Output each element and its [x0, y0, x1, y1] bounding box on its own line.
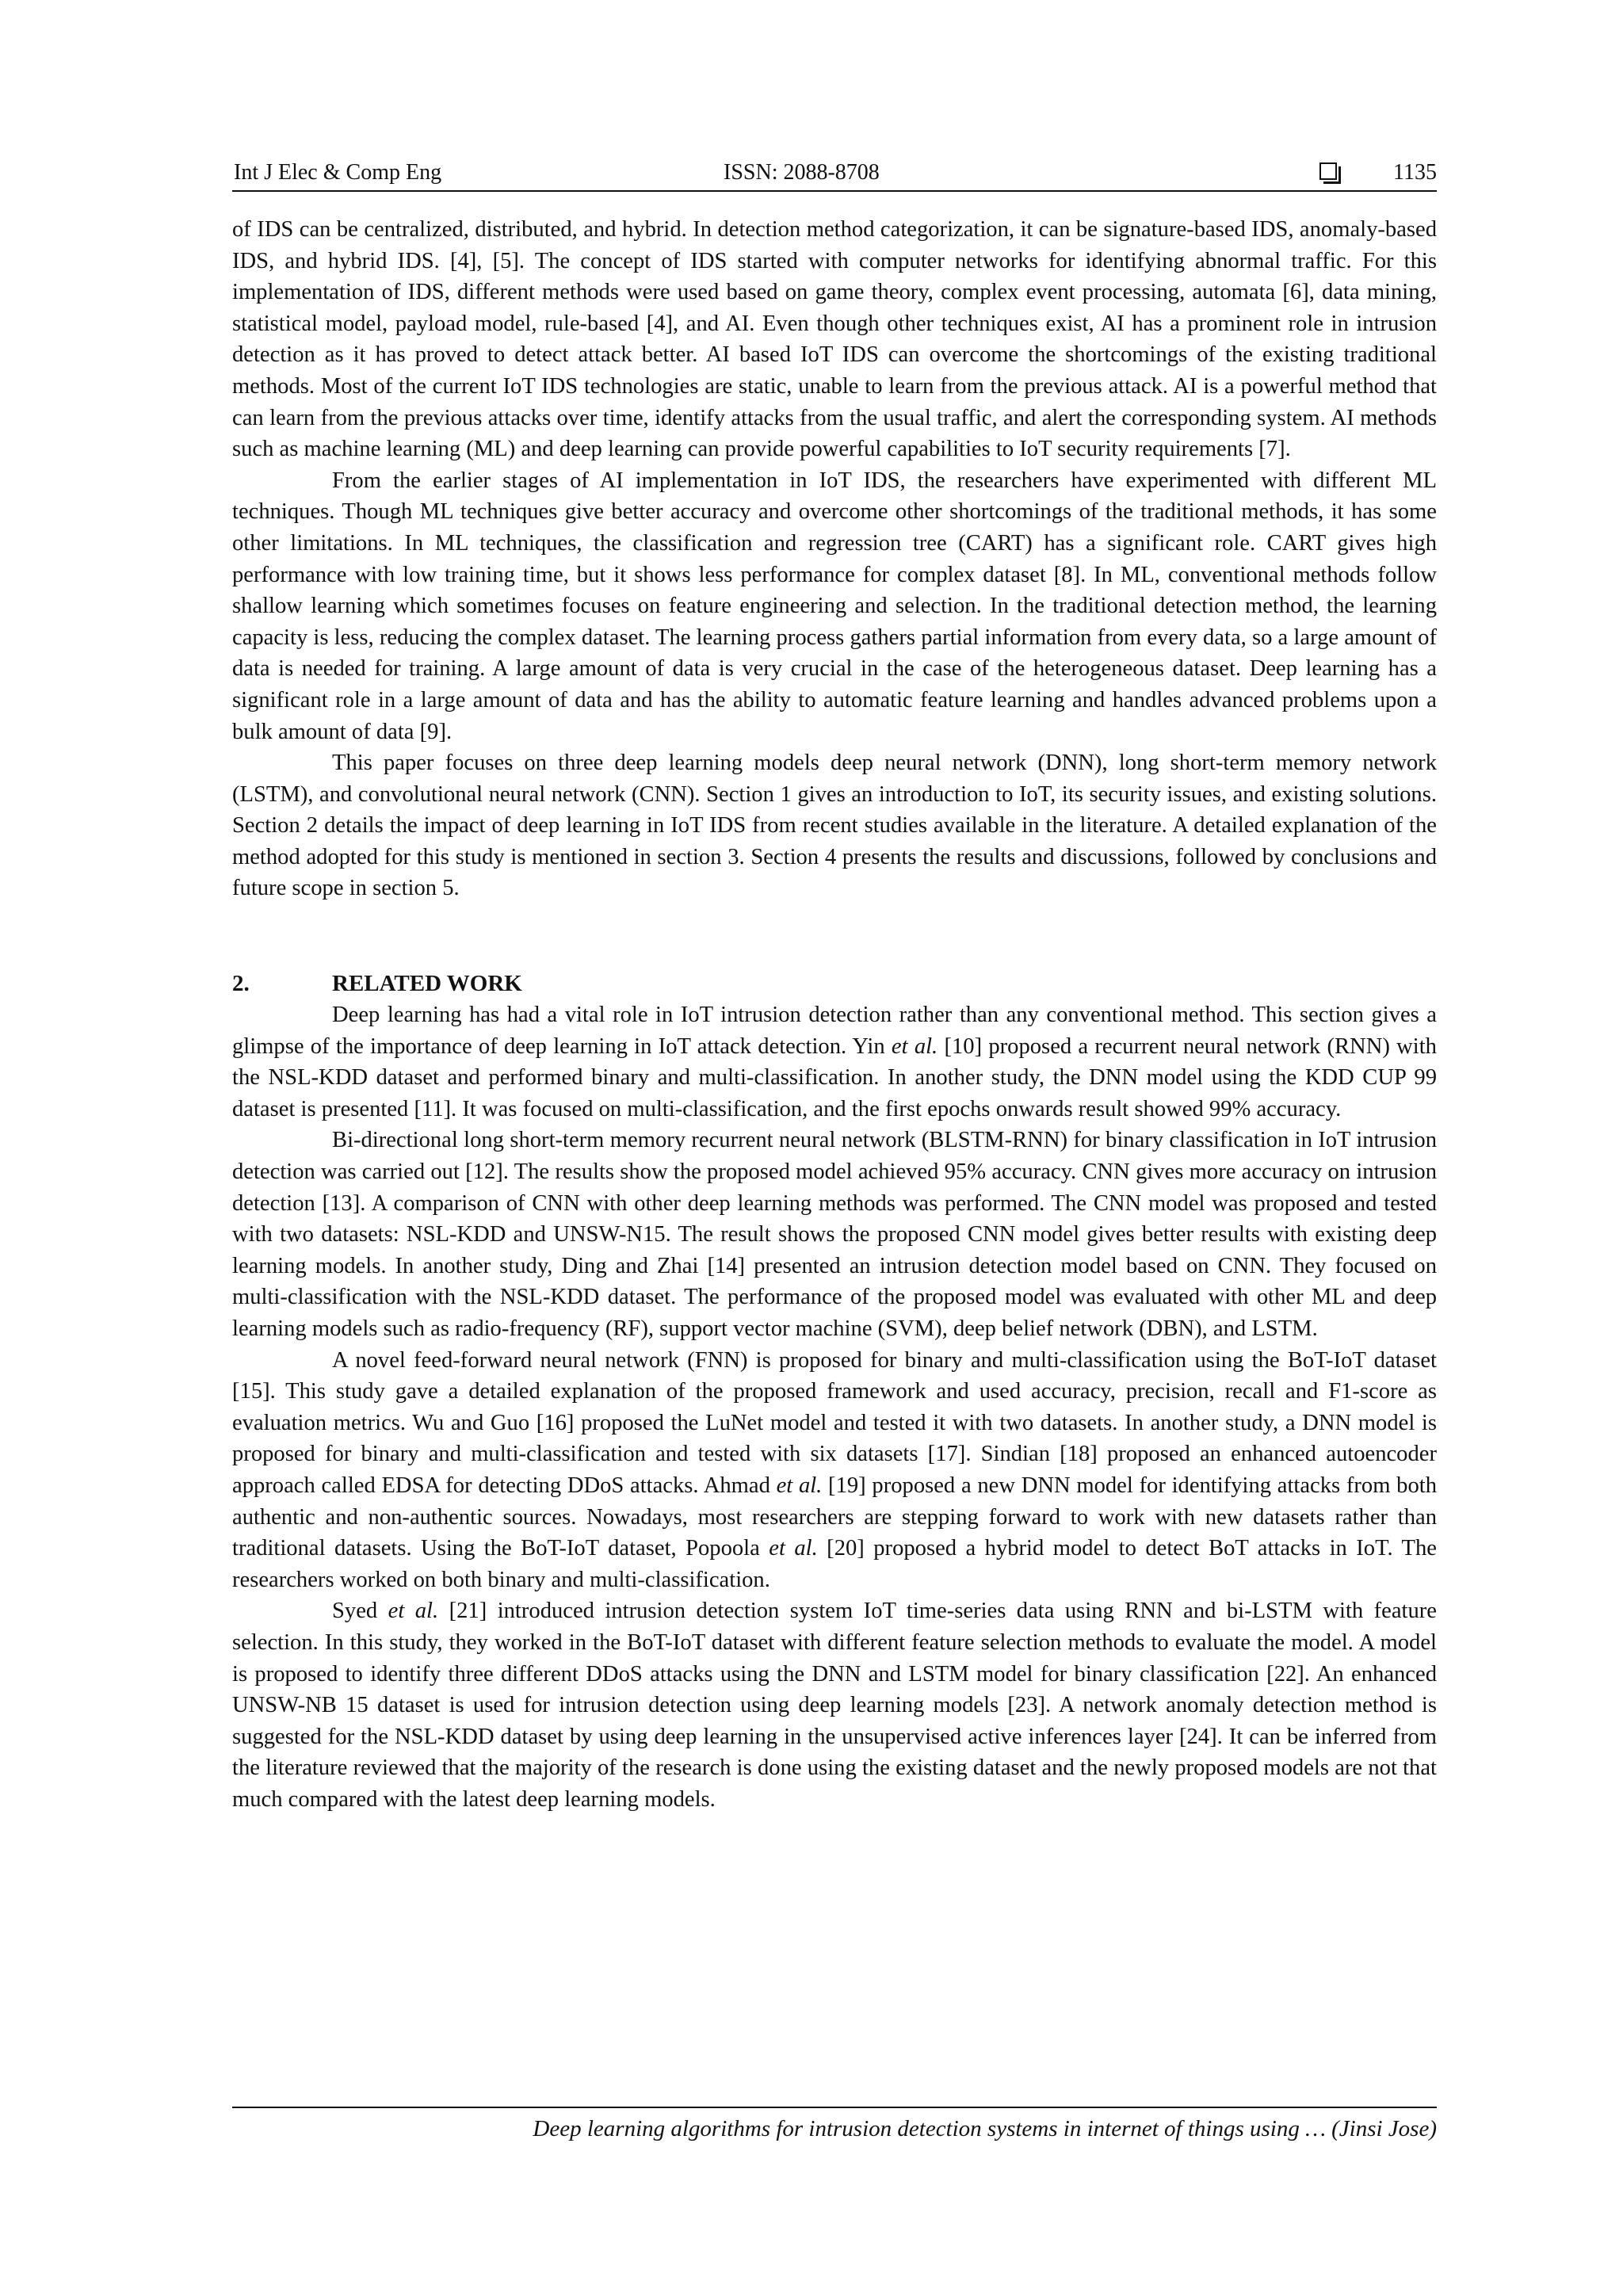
journal-name: Int J Elec & Comp Eng: [234, 160, 442, 185]
page-number: 1135: [1393, 160, 1437, 185]
intro-paragraph-3: This paper focuses on three deep learning models deep neural network (DNN), long short-term memory network (LSTM), and convolutional neural network (CNN). Section 1 gives an introduction to IoT, its security issues, and existing solutions. Section 2 details the impact of deep learning in IoT IDS from recent studies available in the literature. A detailed explanation of the method adopted for this study is mentioned in section 3. Section 4 presents the results and discussions, followed by conclusions and future scope in section 5.: [232, 751, 1437, 901]
page-body: [232, 214, 1437, 1816]
intro-paragraph-2: From the earlier stages of AI implementation in IoT IDS, the researchers have experimented with different ML techniques. Though ML techniques give better accuracy and overcome other shortcomings of the traditional methods, it has some other limitations. In ML techniques, the classification and regression tree (CART) has a significant role. CART gives high performance with low training time, but it shows less performance for complex dataset [8]. In ML, conventional methods follow shallow learning which sometimes focuses on feature engineering and selection. In the traditional detection method, the learning capacity is less, reducing the complex dataset. The learning process gathers partial information from every data, so a large amount of data is needed for training. A large amount of data is very crucial in the case of the heterogeneous dataset. Deep learning has a significant role in a large amount of data and has the ability to automatic feature learning and handles advanced problems upon a bulk amount of data [9].: [232, 468, 1437, 744]
section-paragraph-1: Deep learning has had a vital role in IoT intrusion detection rather than any conventional method. This section gives a glimpse of the importance of deep learning in IoT attack detection. Yin et al. [10] proposed a recurrent neural network (RNN) with the NSL-KDD dataset and performed binary and multi-classification. In another study, the DNN model using the KDD CUP 99 dataset is presented [11]. It was focused on multi-classification, and the first epochs onwards result showed 99% accuracy.: [232, 1003, 1437, 1121]
square-icon: [1319, 162, 1337, 180]
footer-rule: [232, 2107, 1437, 2108]
et-al: et al.: [769, 1536, 818, 1561]
et-al: et al.: [388, 1599, 439, 1624]
et-al: et al.: [891, 1033, 938, 1059]
section-heading: [232, 968, 1437, 999]
issn: ISSN: 2088-8708: [724, 160, 880, 185]
intro-paragraph-1: of IDS can be centralized, distributed, and hybrid. In detection method categorization, it can be signature-based IDS, anomaly-based IDS, and hybrid IDS. [4], [5]. The concept of IDS started with computer networks for identifying abnormal traffic. For this implementation of IDS, different methods were used based on game theory, complex event processing, automata [6], data mining, statistical model, payload model, rule-based [4], and AI. Even though other techniques exist, AI has a prominent role in intrusion detection as it has proved to detect attack better. AI based IoT IDS can overcome the shortcomings of the existing traditional methods. Most of the current IoT IDS technologies are static, unable to learn from the previous attack. AI is a powerful method that can learn from the previous attacks over time, identify attacks from the usual traffic, and alert the corresponding system. AI methods such as machine learning (ML) and deep learning can provide powerful capabilities to IoT security requirements [7].: [232, 217, 1437, 462]
header-rule: [232, 190, 1437, 192]
page-header: [232, 155, 1437, 190]
section-title: RELATED WORK: [332, 971, 522, 997]
section-paragraph-2: Bi-directional long short-term memory recurrent neural network (BLSTM-RNN) for binary classification in IoT intrusion detection was carried out [12]. The results show the proposed model achieved 95% accuracy. CNN gives more accuracy on intrusion detection [13]. A comparison of CNN with other deep learning methods was performed. The CNN model was proposed and tested with two datasets: NSL-KDD and UNSW-N15. The result shows the proposed CNN model gives better results with existing deep learning models. In another study, Ding and Zhai [14] presented an intrusion detection model based on CNN. They focused on multi-classification with the NSL-KDD dataset. The performance of the proposed model was evaluated with other ML and deep learning models such as radio-frequency (RF), support vector machine (SVM), deep belief network (DBN), and LSTM.: [232, 1128, 1437, 1341]
section-paragraph-3: A novel feed-forward neural network (FNN) is proposed for binary and multi-classification using the BoT-IoT dataset [15]. This study gave a detailed explanation of the proposed framework and used accuracy, precision, recall and F1-score as evaluation metrics. Wu and Guo [16] proposed the LuNet model and tested it with two datasets. In another study, a DNN model is proposed for binary and multi-classification and tested with six datasets [17]. Sindian [18] proposed an enhanced autoencoder approach called EDSA for detecting DDoS attacks. Ahmad et al. [19] proposed a new DNN model for identifying attacks from both authentic and non-authentic sources. Nowadays, most researchers are stepping forward to work with new datasets rather than traditional datasets. Using the BoT-IoT dataset, Popoola et al. [20] proposed a hybrid model to detect BoT attacks in IoT. The researchers worked on both binary and multi-classification.: [232, 1347, 1437, 1592]
et-al: et al.: [776, 1473, 823, 1498]
section-paragraph-4: Syed et al. [21] introduced intrusion detection system IoT time-series data using RNN and bi-LSTM with feature selection. In this study, they worked in the BoT-IoT dataset with different feature selection methods to evaluate the model. A model is proposed to identify three different DDoS attacks using the DNN and LSTM model for binary classification [22]. An enhanced UNSW-NB 15 dataset is used for intrusion detection using deep learning models [23]. A network anomaly detection method is suggested for the NSL-KDD dataset by using deep learning in the unsupervised active inferences layer [24]. It can be inferred from the literature reviewed that the majority of the research is done using the existing dataset and the newly proposed models are not that much compared with the latest deep learning models.: [232, 1599, 1437, 1812]
section-number: 2.: [232, 971, 250, 997]
page-footer: Deep learning algorithms for intrusion detection systems in internet of things using … (Jinsi Jose): [533, 2116, 1437, 2141]
